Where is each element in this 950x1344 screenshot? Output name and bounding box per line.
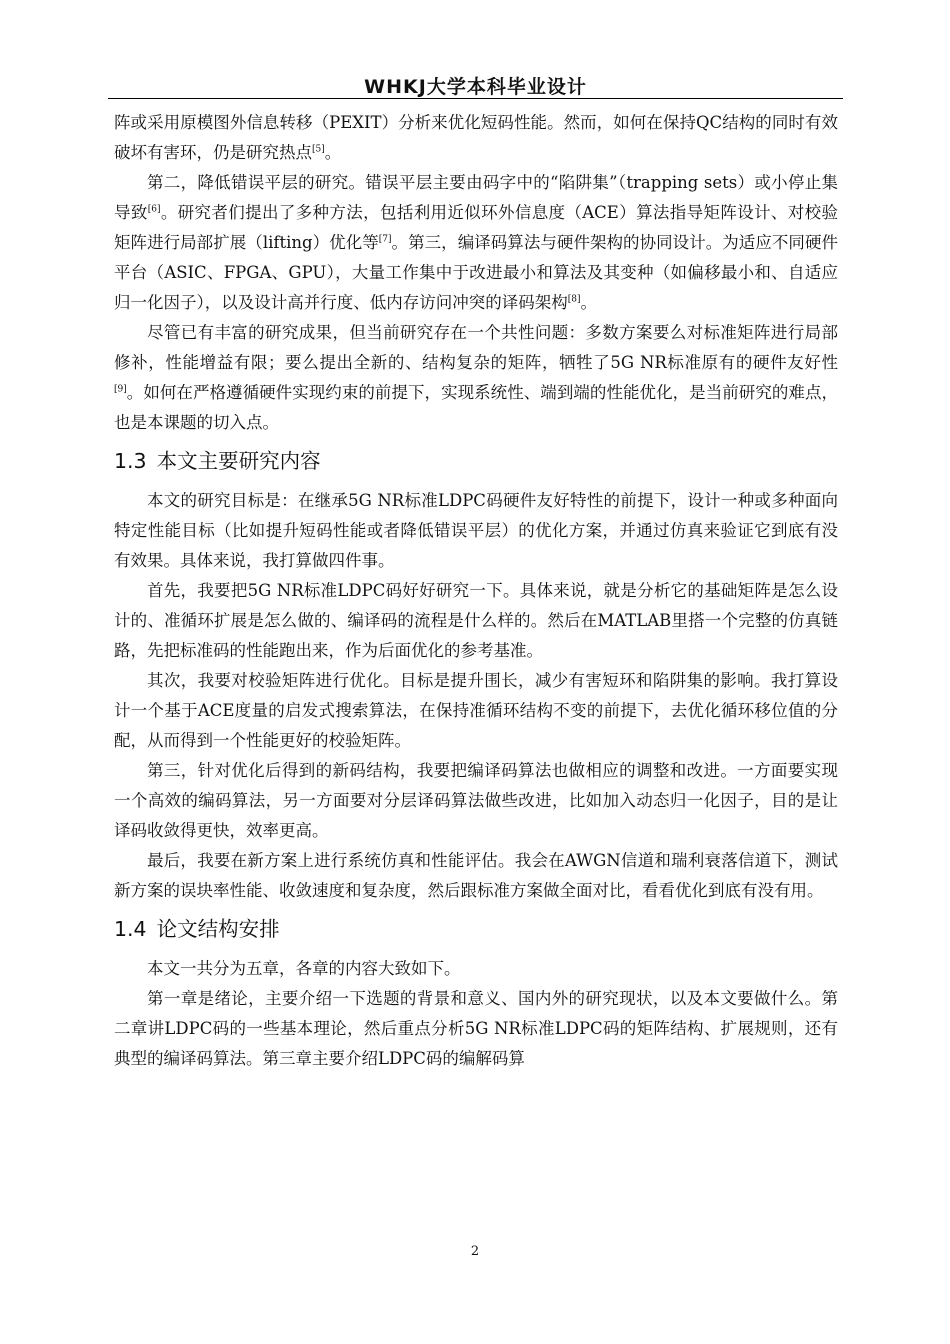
citation: [7] bbox=[378, 234, 392, 245]
section-heading-1-3: 1.3 本文主要研究内容 bbox=[114, 449, 321, 473]
document-body bbox=[114, 108, 838, 1074]
citation: [8] bbox=[567, 294, 581, 305]
paragraph-first-task: 首先，我要把5G NR标准LDPC码好好研究一下。具体来说，就是分析它的基础矩阵是怎么设计的、准循环扩展是怎么做的、编译码的流程是什么样的。然后在MATLAB里搭一个完整的仿真链路，先把标准码的性能跑出来，作为后面优化的参考基准。 bbox=[114, 581, 838, 660]
paragraph-research-goal: 本文的研究目标是：在继承5G NR标准LDPC码硬件友好特性的前提下，设计一种或多种面向特定性能目标（比如提升短码性能或者降低错误平层）的优化方案，并通过仿真来验证它到底有没有效果。具体来说，我打算做四件事。 bbox=[114, 491, 838, 570]
citation: [6] bbox=[147, 204, 161, 215]
page-number: 2 bbox=[470, 1244, 480, 1259]
paragraph-fourth-task: 最后，我要在新方案上进行系统仿真和性能评估。我会在AWGN信道和瑞利衰落信道下，测试新方案的误块率性能、收敛速度和复杂度，然后跟标准方案做全面对比，看看优化到底有没有用。 bbox=[114, 851, 838, 900]
paragraph-continuation: 阵或采用原模图外信息转移（PEXIT）分析来优化短码性能。然而，如何在保持QC结构的同时有效破坏有害环，仍是研究热点[5]。 bbox=[114, 113, 838, 162]
section-heading-1-4: 1.4 论文结构安排 bbox=[114, 917, 280, 941]
paragraph-third-task: 第三，针对优化后得到的新码结构，我要把编译码算法也做相应的调整和改进。一方面要实现一个高效的编码算法，另一方面要对分层译码算法做些改进，比如加入动态归一化因子，目的是让译码收敛得更快，效率更高。 bbox=[114, 761, 838, 840]
citation: [5] bbox=[312, 144, 325, 155]
paragraph-second-task: 其次，我要对校验矩阵进行优化。目标是提升围长，减少有害短环和陷阱集的影响。我打算设计一个基于ACE度量的启发式搜索算法，在保持准循环结构不变的前提下，去优化循环移位值的分配，从而得到一个性能更好的校验矩阵。 bbox=[114, 671, 838, 750]
paragraph-chapter-overview: 第一章是绪论，主要介绍一下选题的背景和意义、国内外的研究现状，以及本文要做什么。第二章讲LDPC码的一些基本理论，然后重点分析5G NR标准LDPC码的矩阵结构、扩展规则，还有典型的编译码算法。第三章主要介绍LDPC码的编解码算 bbox=[114, 989, 838, 1068]
paragraph-structure-intro: 本文一共分为五章，各章的内容大致如下。 bbox=[147, 959, 461, 978]
header-rule bbox=[108, 98, 843, 99]
paragraph-common-problem: 尽管已有丰富的研究成果，但当前研究存在一个共性问题：多数方案要么对标准矩阵进行局部修补，性能增益有限；要么提出全新的、结构复杂的矩阵，牺牲了5G NR标准原有的硬件友好性[9]。如何在严格遵循硬件实现约束的前提下，实现系统性、端到端的性能优化，是当前研究的难点，也是本课题的切入点。 bbox=[114, 323, 838, 432]
paragraph-second-point: 第二，降低错误平层的研究。错误平层主要由码字中的“陷阱集”（trapping sets）或小停止集导致[6]。研究者们提出了多种方法，包括利用近似环外信息度（ACE）算法指导矩阵设计、对校验矩阵进行局部扩展（lifting）优化等[7]。第三，编译码算法与硬件架构的协同设计。为适应不同硬件平台（ASIC、FPGA、GPU），大量工作集中于改进最小和算法及其变种（如偏移最小和、自适应归一化因子），以及设计高并行度、低内存访问冲突的译码架构[8]。 bbox=[114, 173, 838, 312]
page-header-title: WHKJ大学本科毕业设计 bbox=[364, 76, 587, 98]
citation: [9] bbox=[114, 384, 127, 395]
